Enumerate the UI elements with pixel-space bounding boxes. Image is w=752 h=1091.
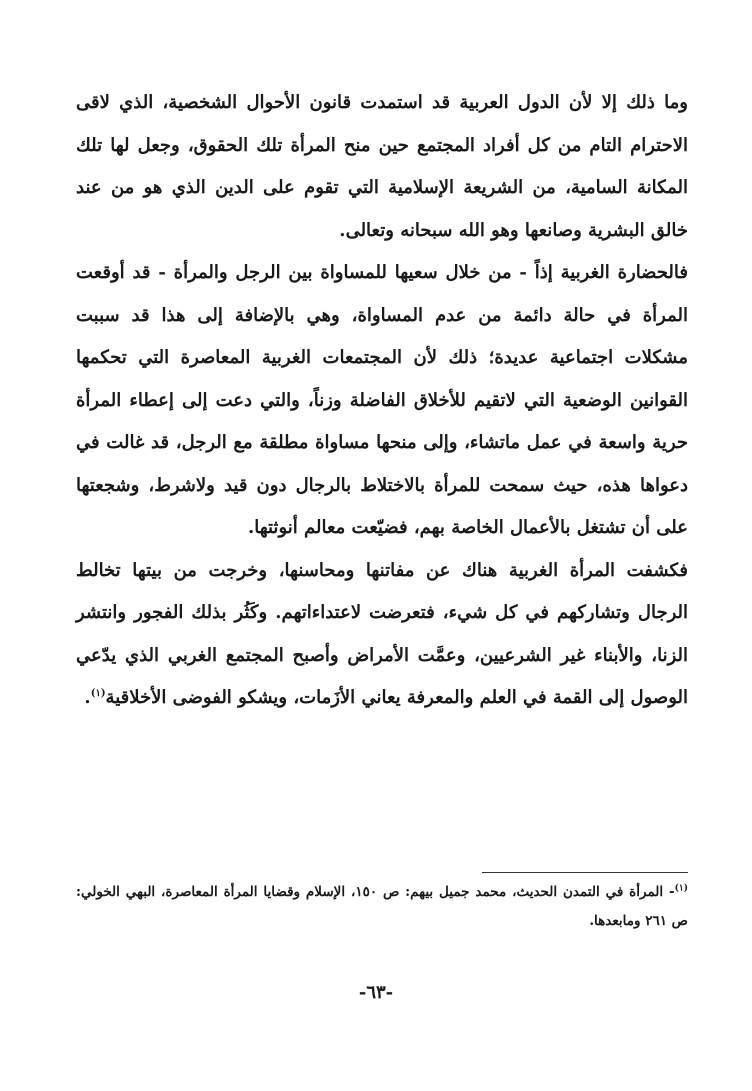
paragraph-2-text: فالحضارة الغربية إذاً - من خلال سعيها للمساواة بين الرجل والمرأة - قد أوقعت المرأة في حالة دائمة من عدم المساواة، وهي بالإضافة إلى هذا قد سببت مشكلات اجتماعية عديدة؛ ذلك لأن المجتمعات الغربية المعاصرة التي تحكمها القوانين الوضعية التي لاتقيم للأخلاق الفاضلة وزناً، والتي دعت إلى إعطاء المرأة حرية واسعة في عمل ماتشاء، وإلى منحها مساواة مطلقة مع الرجل، قد غالت في دعواها هذه، حيث سمحت للمرأة بالاختلاط بالرجال دون قيد ولاشرط، وشجعتها على أن تشتغل بالأعمال الخاصة بهم، فضيّعت معالم أنوثتها. <box>76 262 688 538</box>
footnote-divider <box>482 872 688 873</box>
paragraph-2 <box>76 252 688 550</box>
footnote-reference: (١) <box>90 688 106 699</box>
main-text <box>76 82 688 720</box>
paragraph-3-text: فكشفت المرأة الغربية هناك عن مفاتنها ومحاسنها، وخرجت من بيتها تخالط الرجال وتشاركهم في كل شيء، فتعرضت لاعتداءاتهم. وكَثُر بذلك الفجور وانتشر الزنا، والأبناء غير الشرعيين، وعمَّت الأمراض وأصبح المجتمع الغربي الذي يدّعي الوصول إلى القمة في العلم والمعرفة يعاني الأزَمات، ويشكو الفوضى الأخلاقية <box>76 559 688 708</box>
page-number: -٦٣- <box>358 982 394 1003</box>
footnote <box>76 878 688 936</box>
footnote-text: - المرأة في التمدن الحديث، محمد جميل بيهم: ص ١٥٠، الإسلام وقضايا المرأة المعاصرة، البهي الخولي: ص ٢٦١ ومابعدها. <box>76 884 688 929</box>
paragraph-1-text: وما ذلك إلا لأن الدول العربية قد استمدت قانون الأحوال الشخصية، الذي لاقى الاحترام التام من كل أفراد المجتمع حين منح المرأة تلك الحقوق، وجعل لها تلك المكانة السامية، من الشريعة الإسلامية التي تقوم على الدين الذي هو من عند خالق البشرية وصانعها وهو الله سبحانه وتعالى. <box>76 92 688 241</box>
paragraph-3-end: . <box>84 687 91 708</box>
footnote-number: (١) <box>674 883 688 894</box>
paragraph-3 <box>76 550 688 720</box>
paragraph-1 <box>76 82 688 252</box>
